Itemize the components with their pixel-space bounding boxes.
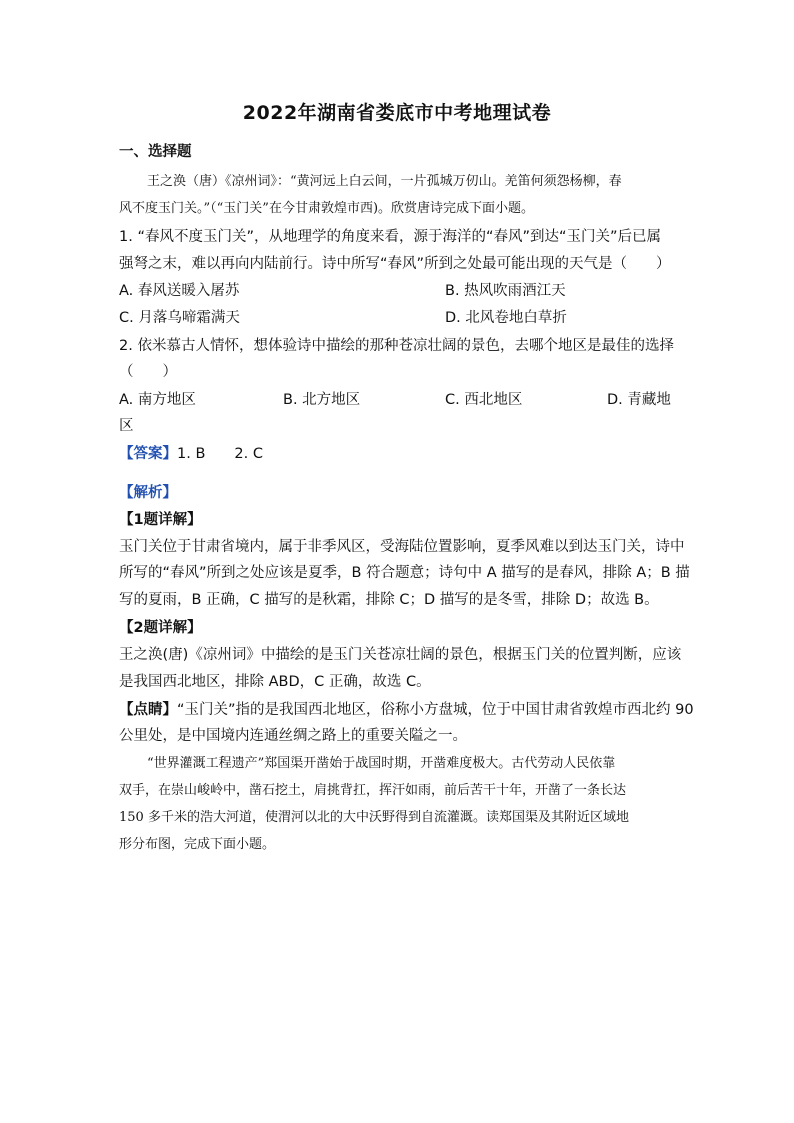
- question-1-line-2: 强弩之末，难以再向内陆前行。诗中所写“春风”所到之处最可能出现的天气是（ ）: [119, 256, 671, 272]
- q2-option-d: D. 青藏地: [607, 392, 671, 408]
- q1-option-b: B. 热风吹雨酒江天: [445, 283, 566, 299]
- detail-1-line-2: 所写的“春风”所到之处应该是夏季，B 符合题意；诗句中 A 描写的是春风，排除 A；B 描: [119, 565, 690, 581]
- page-title: 2022年湖南省娄底市中考地理试卷: [242, 102, 552, 124]
- passage-2-line-1: “世界灌溉工程遗产”郑国渠开凿始于战国时期，开凿难度极大。古代劳动人民依靠: [147, 756, 616, 771]
- detail-1-label: 【1题详解】: [119, 512, 202, 528]
- answer-label: 【答案】: [119, 446, 177, 462]
- passage-2-line-4: 形分布图，完成下面小题。: [119, 837, 276, 852]
- intro-line-2: 风不度玉门关。”（“玉门关”在今甘肃敦煌市西)。欣赏唐诗完成下面小题。: [119, 201, 535, 216]
- detail-2-label: 【2题详解】: [119, 620, 202, 636]
- note-label: 【点睛】: [119, 702, 177, 718]
- note-line-1: “玉门关”指的是我国西北地区，俗称小方盘城，位于中国甘肃省敦煌市西北约 90: [177, 702, 694, 718]
- note-line-2: 公里处，是中国境内连通丝绸之路上的重要关隘之一。: [119, 728, 467, 744]
- detail-2-line-1: 王之涣(唐)《凉州词》中描绘的是玉门关苍凉壮阔的景色，根据玉门关的位置判断，应该: [119, 647, 682, 663]
- section-heading: 一、选择题: [119, 144, 192, 160]
- answer-row: [119, 442, 263, 463]
- q2-option-b: B. 北方地区: [283, 392, 361, 408]
- question-2-line-2: （ ）: [119, 364, 177, 380]
- q2-option-c: C. 西北地区: [445, 392, 523, 408]
- q1-option-d: D. 北风卷地白草折: [445, 310, 567, 326]
- intro-line-1: 王之涣（唐）《凉州词》：“黄河远上白云间，一片孤城万仞山。羌笛何须怨杨柳，春: [147, 174, 622, 189]
- q2-option-a: A. 南方地区: [119, 392, 196, 408]
- note-row: [119, 698, 694, 719]
- answer-text: 1. B 2. C: [177, 446, 263, 462]
- question-2-line-1: 2. 依米慕古人情怀，想体验诗中描绘的那种苍凉壮阔的景色，去哪个地区是最佳的选择: [119, 338, 674, 354]
- detail-1-line-1: 玉门关位于甘肃省境内，属于非季风区，受海陆位置影响，夏季风难以到达玉门关，诗中: [119, 539, 685, 555]
- detail-1-line-3: 写的夏雨，B 正确，C 描写的是秋霜，排除 C；D 描写的是冬雪，排除 D；故选 B。: [119, 592, 659, 608]
- analysis-label: 【解析】: [119, 485, 177, 501]
- passage-2-line-2: 双手，在崇山峻岭中，凿石挖土，肩挑背扛，挥汗如雨，前后苦干十年，开凿了一条长达: [119, 783, 627, 798]
- q1-option-c: C. 月落乌啼霜满天: [119, 310, 240, 326]
- detail-2-line-2: 是我国西北地区，排除 ABD，C 正确，故选 C。: [119, 674, 431, 690]
- question-1-line-1: 1. “春风不度玉门关”，从地理学的角度来看，源于海洋的“春风”到达“玉门关”后已属: [119, 229, 662, 245]
- q2-option-d-wrap: 区: [119, 418, 134, 434]
- q1-option-a: A. 春风送暖入屠苏: [119, 283, 240, 299]
- passage-2-line-3: 150 多千米的浩大河道，使渭河以北的大中沃野得到自流灌溉。读郑国渠及其附近区域地: [119, 810, 629, 825]
